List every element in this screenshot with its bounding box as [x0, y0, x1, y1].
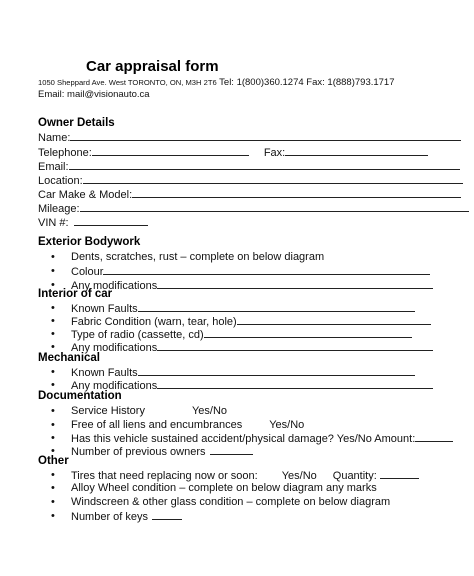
vin-field[interactable] — [74, 216, 148, 226]
list-item: • Windscreen & other glass condition – complete on below diagram — [51, 496, 390, 508]
fax-label: Fax: — [263, 147, 286, 159]
interior-modifications-field[interactable] — [157, 341, 433, 351]
name-label: Name: — [38, 132, 71, 144]
list-item: • Known Faults — [51, 302, 415, 315]
mileage-row — [38, 202, 469, 215]
other-heading: Other — [38, 455, 69, 467]
owner-details-heading: Owner Details — [38, 117, 115, 129]
mechanical-heading: Mechanical — [38, 352, 100, 364]
list-item: • Colour — [51, 265, 430, 278]
interior-heading: Interior of car — [38, 288, 113, 300]
damage-amount-field[interactable] — [415, 432, 453, 442]
telephone-row — [38, 146, 428, 159]
radio-type-field[interactable] — [204, 328, 412, 338]
list-item: • Free of all liens and encumbrances Yes/No — [51, 419, 304, 431]
mileage-field[interactable] — [80, 202, 469, 212]
list-item: • Number of keys — [51, 510, 182, 523]
fabric-condition-field[interactable] — [237, 315, 431, 325]
list-item: • Any modifications — [51, 341, 433, 354]
location-label: Location: — [38, 175, 83, 187]
mechanical-modifications-field[interactable] — [157, 379, 433, 389]
name-row — [38, 131, 461, 144]
tire-quantity-field[interactable] — [380, 469, 419, 479]
list-item: • Any modifications — [51, 279, 433, 292]
list-item: • Known Faults — [51, 366, 415, 379]
list-item: • Number of previous owners — [51, 445, 253, 458]
colour-field[interactable] — [103, 265, 430, 275]
list-item: • Any modifications — [51, 379, 433, 392]
documentation-heading: Documentation — [38, 390, 122, 402]
exterior-heading: Exterior Bodywork — [38, 236, 141, 248]
list-item: • Fabric Condition (warn, tear, hole) — [51, 315, 431, 328]
interior-faults-field[interactable] — [138, 302, 415, 312]
vin-label: VIN #: — [38, 217, 69, 229]
make-model-row — [38, 188, 461, 201]
mileage-label: Mileage: — [38, 203, 80, 215]
email-field[interactable] — [69, 160, 460, 170]
list-item: • Has this vehicle sustained accident/physical damage? Yes/No Amount: — [51, 432, 453, 445]
email-row — [38, 160, 460, 173]
company-email: Email: mail@visionauto.ca — [38, 89, 150, 100]
telephone-field[interactable] — [92, 146, 249, 156]
name-field[interactable] — [70, 131, 461, 141]
location-row — [38, 174, 463, 187]
previous-owners-field[interactable] — [210, 445, 253, 455]
form-title: Car appraisal form — [86, 58, 219, 75]
make-model-field[interactable] — [132, 188, 461, 198]
list-item: • Type of radio (cassette, cd) — [51, 328, 412, 341]
exterior-modifications-field[interactable] — [157, 279, 433, 289]
list-item: • Alloy Wheel condition – complete on below diagram any marks — [51, 482, 377, 494]
contact-numbers: Tel: 1(800)360.1274 Fax: 1(888)793.1717 — [216, 77, 395, 88]
telephone-label: Telephone: — [38, 147, 92, 159]
vin-row — [38, 216, 148, 229]
location-field[interactable] — [83, 174, 463, 184]
fax-field[interactable] — [285, 146, 428, 156]
mechanical-faults-field[interactable] — [138, 366, 415, 376]
street-address: 1050 Sheppard Ave. West TORONTO, ON, M3H 2T6 — [38, 78, 217, 87]
make-model-label: Car Make & Model: — [38, 189, 133, 201]
email-label: Email: — [38, 161, 69, 173]
list-item: • Service History Yes/No — [51, 405, 227, 417]
company-address — [38, 77, 395, 88]
list-item: • Tires that need replacing now or soon: Yes/No Quantity: — [51, 469, 419, 482]
list-item: • Dents, scratches, rust – complete on below diagram — [51, 251, 324, 263]
keys-count-field[interactable] — [152, 510, 182, 520]
